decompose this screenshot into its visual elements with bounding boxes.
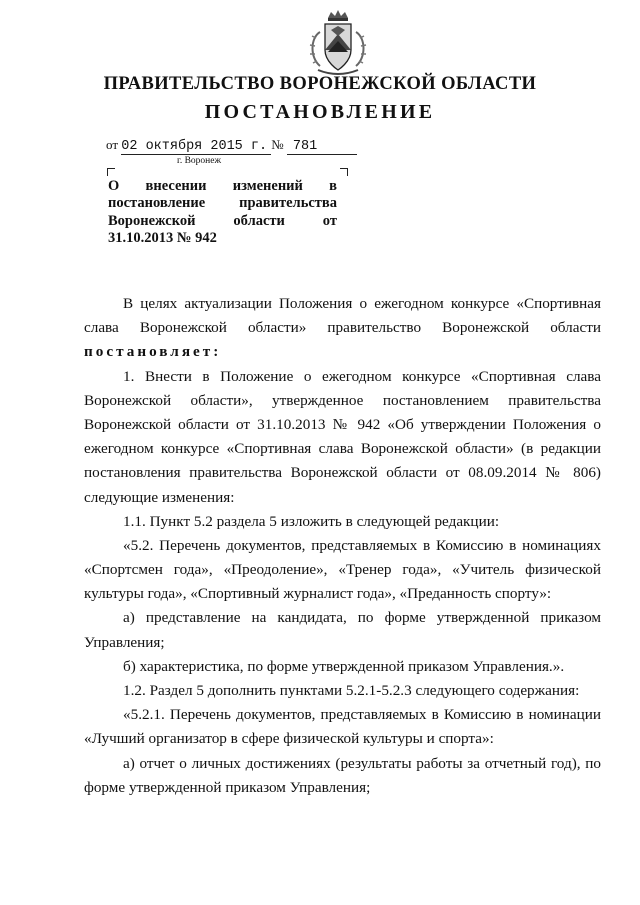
body-line: Управления; xyxy=(84,633,165,651)
government-title: ПРАВИТЕЛЬСТВО ВОРОНЕЖСКОЙ ОБЛАСТИ xyxy=(103,74,537,94)
body-line: следующие изменения: xyxy=(84,488,235,506)
document-number: 781 xyxy=(287,139,357,155)
subject-line: О внесении изменений в xyxy=(108,178,337,194)
body-line: «Лучший организатор в сфере физической культуры и спорта»: xyxy=(84,730,494,748)
document-body xyxy=(84,292,601,800)
body-line: Воронежской области от 31.10.2013 № 942 «Об утверждении Положения о xyxy=(84,415,601,433)
document-type: ПОСТАНОВЛЕНИЕ xyxy=(204,101,436,123)
document-city: г. Воронеж xyxy=(177,156,222,166)
subject-line: постановление правительства xyxy=(108,195,337,212)
body-line: 1.1. Пункт 5.2 раздела 5 изложить в следующей редакции: xyxy=(123,512,500,530)
body-line: «5.2.1. Перечень документов, представляемых в Комиссию в номинации xyxy=(123,706,601,724)
body-line: В целях актуализации Положения о ежегодном конкурсе «Спортивная xyxy=(123,295,601,312)
number-prefix: № xyxy=(271,137,284,152)
body-line: слава Воронежской области» правительство Воронежской области xyxy=(84,319,601,337)
subject-line: 31.10.2013 № 942 xyxy=(108,230,217,247)
subject-line: Воронежской области от xyxy=(108,212,337,229)
body-line: культуры года», «Спортивный журналист года», «Преданность спорту»: xyxy=(84,585,552,603)
from-prefix: от xyxy=(106,137,119,152)
body-line: а) отчет о личных достижениях (результаты работы за отчетный год), по xyxy=(123,754,601,772)
document-subject xyxy=(108,178,337,248)
body-line: 1.2. Раздел 5 дополнить пунктами 5.2.1-5.2.3 следующего содержания: xyxy=(123,682,580,699)
body-line: ежегодном конкурсе «Спортивная слава Воронежской области» (в редакции xyxy=(84,440,601,458)
document-date: 02 октября 2015 г. xyxy=(121,139,271,155)
document-details xyxy=(106,137,357,155)
subject-bracket-right xyxy=(340,168,348,176)
body-line: «5.2. Перечень документов, представляемых в Комиссию в номинациях xyxy=(123,536,601,554)
body-line: форме утвержденной приказом Управления; xyxy=(84,778,371,796)
coat-of-arms-icon xyxy=(298,8,378,80)
body-line: «Спортсмен года», «Преодоление», «Тренер года», «Учитель физической xyxy=(84,561,601,579)
body-line: Воронежской области», утвержденное постановлением правительства xyxy=(84,391,601,409)
body-line: 1. Внести в Положение о ежегодном конкурсе «Спортивная слава xyxy=(123,367,601,385)
body-line: б) характеристика, по форме утвержденной приказом Управления.». xyxy=(123,657,565,675)
body-line: постановления правительства Воронежской области от 08.09.2014 № 806) xyxy=(84,464,601,482)
body-line: а) представление на кандидата, по форме утвержденной приказом xyxy=(123,609,601,627)
subject-bracket-left xyxy=(107,168,115,176)
body-line-decree: постановляет: xyxy=(84,343,222,361)
